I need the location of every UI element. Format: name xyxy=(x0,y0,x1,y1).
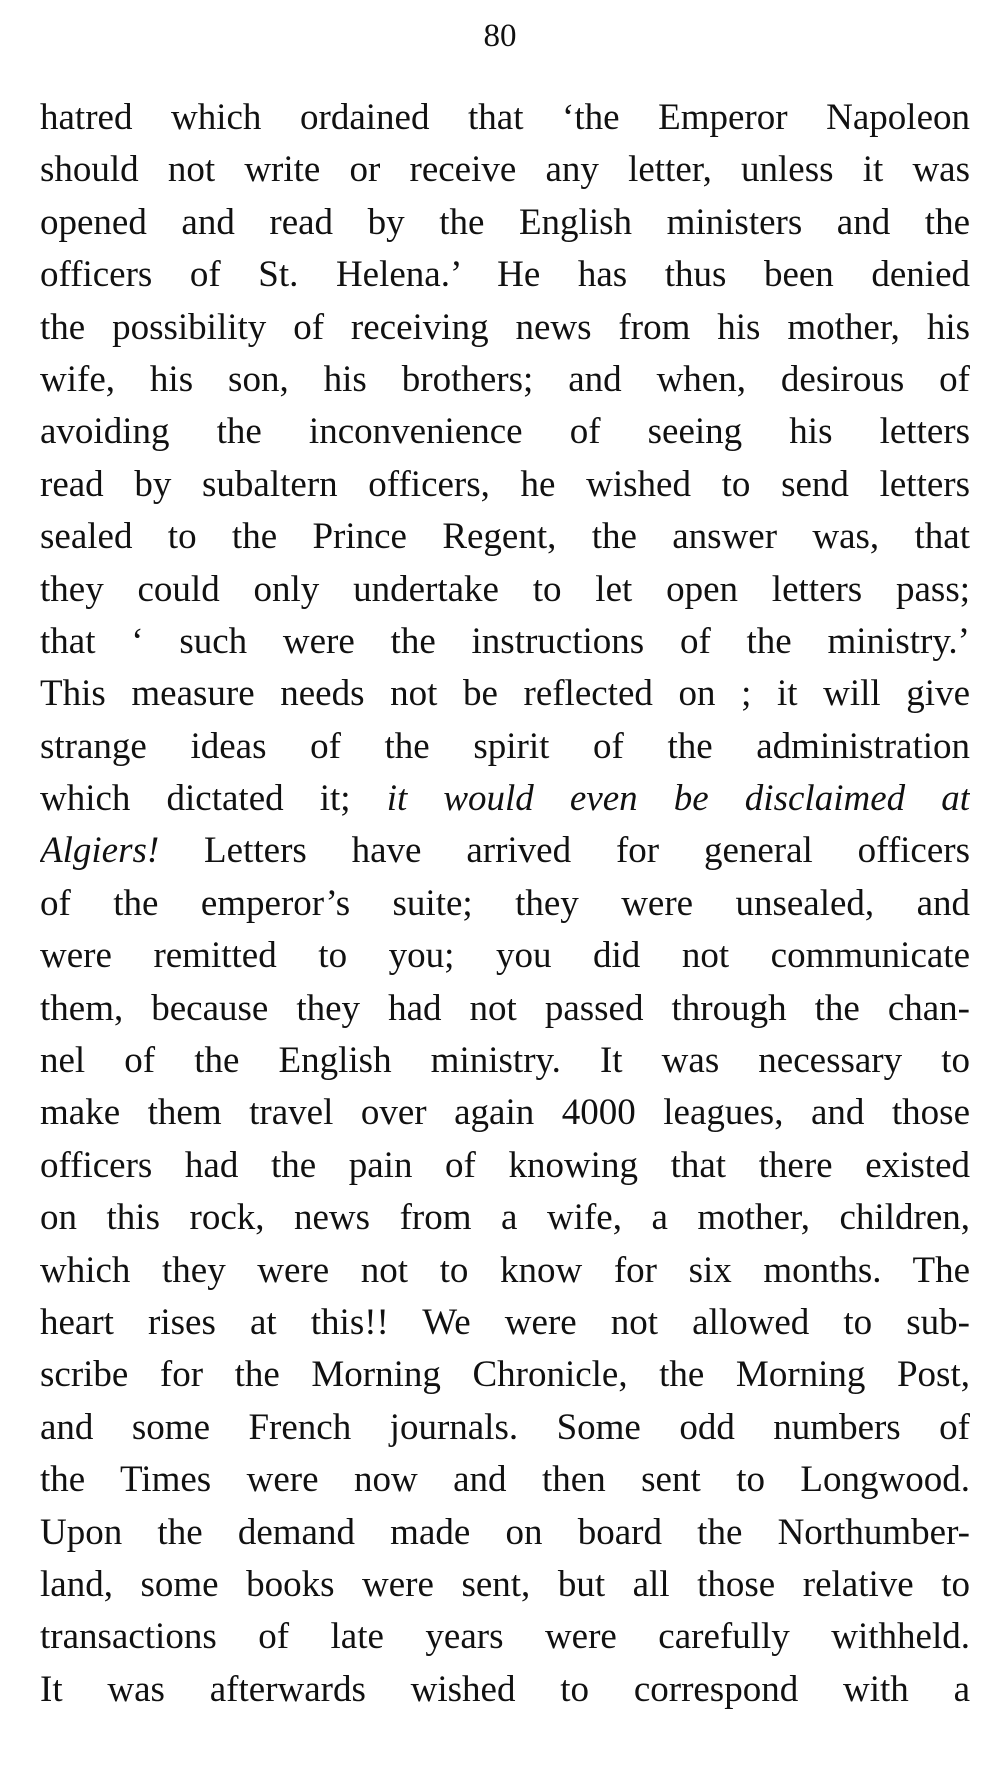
text-line: officers had the pain of knowing that there existed xyxy=(40,1144,970,1186)
text-line: scribe for the Morning Chronicle, the Morning Post, xyxy=(40,1354,970,1396)
text-line: the Times were now and then sent to Longwood. xyxy=(40,1459,970,1501)
text-line: It was afterwards wished to correspond with a xyxy=(40,1668,970,1710)
text-line: of the emperor’s suite; they were unsealed, and xyxy=(40,882,970,924)
text-line: sealed to the Prince Regent, the answer was, that xyxy=(40,516,970,558)
text-run: Letters have arrived for general officers xyxy=(159,830,970,872)
text-line: were remitted to you; you did not communicate xyxy=(40,935,970,977)
text-line: the possibility of receiving news from his mother, his xyxy=(40,306,970,348)
text-line: and some French journals. Some odd numbers of xyxy=(40,1406,970,1448)
text-line: which they were not to know for six months. The xyxy=(40,1249,970,1291)
text-line: transactions of late years were carefully withheld. xyxy=(40,1616,970,1658)
italic-text-run: Algiers! xyxy=(40,830,160,872)
body-text xyxy=(40,92,970,1716)
text-line: on this rock, news from a wife, a mother, children, xyxy=(40,1197,970,1239)
text-line: strange ideas of the spirit of the administration xyxy=(40,725,970,767)
text-line: officers of St. Helena.’ He has thus been denied xyxy=(40,254,970,296)
text-run: which dictated it; xyxy=(40,778,387,820)
text-line: Upon the demand made on board the Northumber- xyxy=(40,1511,970,1553)
text-line: read by subaltern officers, he wished to send letters xyxy=(40,463,970,505)
text-line: avoiding the inconvenience of seeing his letters xyxy=(40,411,970,453)
text-line: that ‘ such were the instructions of the ministry.’ xyxy=(40,620,970,662)
text-line: hatred which ordained that ‘the Emperor Napoleon xyxy=(40,97,970,138)
text-line: heart rises at this!! We were not allowed to sub- xyxy=(40,1301,970,1343)
page-number: 80 xyxy=(483,18,517,54)
text-line: This measure needs not be reflected on ; it will give xyxy=(40,673,970,715)
text-line: should not write or receive any letter, unless it was xyxy=(40,149,970,191)
text-line: wife, his son, his brothers; and when, desirous of xyxy=(40,358,970,400)
text-line xyxy=(40,825,970,877)
text-line: nel of the English ministry. It was necessary to xyxy=(40,1040,970,1082)
text-line xyxy=(40,773,970,825)
text-line: land, some books were sent, but all those relative to xyxy=(40,1563,970,1605)
text-line: make them travel over again 4000 leagues, and those xyxy=(40,1092,970,1134)
text-line: them, because they had not passed through the chan- xyxy=(40,987,970,1029)
text-line: opened and read by the English ministers and the xyxy=(40,201,970,243)
text-line: they could only undertake to let open letters pass; xyxy=(40,568,970,610)
italic-text-run: it would even be disclaimed at xyxy=(386,778,970,820)
